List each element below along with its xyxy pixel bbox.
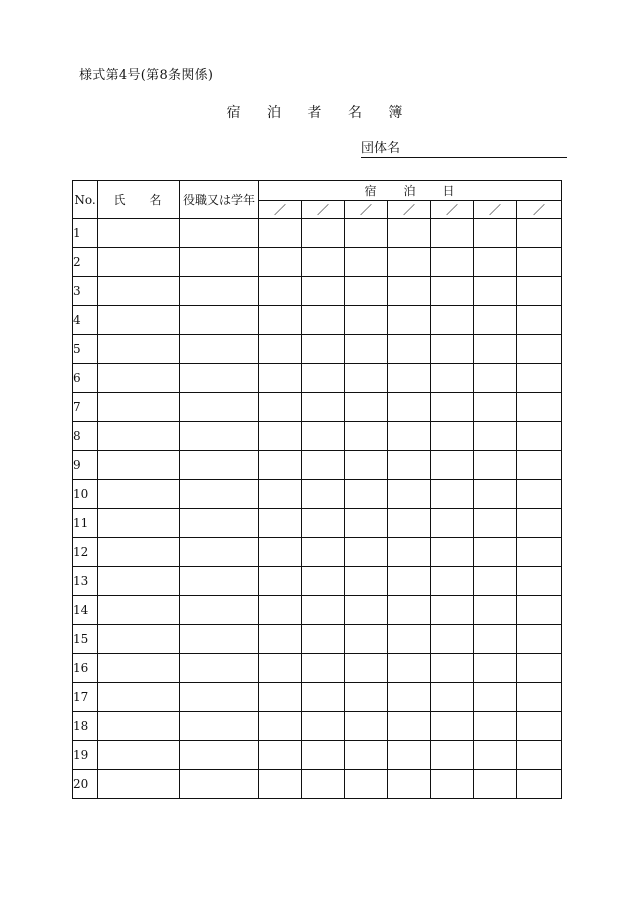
table-row xyxy=(73,712,562,741)
stay-cell-7[interactable] xyxy=(517,596,562,625)
row-number: 5 xyxy=(73,335,98,364)
stay-cell-5[interactable] xyxy=(431,712,474,741)
role-cell[interactable] xyxy=(180,596,259,625)
stay-cell-6[interactable] xyxy=(474,538,517,567)
stay-cell-5[interactable] xyxy=(431,364,474,393)
stay-cell-4[interactable] xyxy=(388,596,431,625)
table-row xyxy=(73,509,562,538)
stay-cell-4[interactable] xyxy=(388,306,431,335)
stay-cell-2[interactable] xyxy=(302,480,345,509)
stay-cell-3[interactable] xyxy=(345,422,388,451)
stay-cell-4[interactable] xyxy=(388,335,431,364)
stay-cell-4[interactable] xyxy=(388,538,431,567)
stay-cell-6[interactable] xyxy=(474,654,517,683)
role-cell[interactable] xyxy=(180,567,259,596)
row-number: 12 xyxy=(73,538,98,567)
row-number: 14 xyxy=(73,596,98,625)
row-number: 16 xyxy=(73,654,98,683)
stay-cell-7[interactable] xyxy=(517,422,562,451)
stay-cell-1[interactable] xyxy=(259,538,302,567)
stay-cell-2[interactable] xyxy=(302,567,345,596)
stay-cell-3[interactable] xyxy=(345,219,388,248)
header-name-surname: 氏 xyxy=(113,193,128,207)
role-cell[interactable] xyxy=(180,538,259,567)
row-number: 9 xyxy=(73,451,98,480)
table-row xyxy=(73,219,562,248)
stay-cell-3[interactable] xyxy=(345,509,388,538)
role-cell[interactable] xyxy=(180,277,259,306)
stay-cell-6[interactable] xyxy=(474,335,517,364)
stay-cell-1[interactable] xyxy=(259,219,302,248)
stay-cell-7[interactable] xyxy=(517,306,562,335)
role-cell[interactable] xyxy=(180,625,259,654)
stay-cell-5[interactable] xyxy=(431,683,474,712)
role-cell[interactable] xyxy=(180,335,259,364)
role-cell[interactable] xyxy=(180,306,259,335)
stay-cell-7[interactable] xyxy=(517,451,562,480)
stay-cell-7[interactable] xyxy=(517,712,562,741)
role-cell[interactable] xyxy=(180,422,259,451)
name-cell[interactable] xyxy=(98,248,180,277)
document-title: 宿 泊 者 名 簿 xyxy=(226,105,414,121)
stay-cell-7[interactable] xyxy=(517,770,562,799)
stay-cell-4[interactable] xyxy=(388,741,431,770)
stay-cell-7[interactable] xyxy=(517,625,562,654)
stay-cell-3[interactable] xyxy=(345,538,388,567)
stay-cell-1[interactable] xyxy=(259,683,302,712)
stay-cell-7[interactable] xyxy=(517,393,562,422)
stay-cell-3[interactable] xyxy=(345,567,388,596)
stay-cell-2[interactable] xyxy=(302,538,345,567)
stay-cell-6[interactable] xyxy=(474,625,517,654)
stay-cell-1[interactable] xyxy=(259,364,302,393)
stay-cell-7[interactable] xyxy=(517,683,562,712)
stay-cell-1[interactable] xyxy=(259,480,302,509)
table-row xyxy=(73,625,562,654)
stay-cell-4[interactable] xyxy=(388,422,431,451)
date-cell-7[interactable]: ／ xyxy=(517,201,562,219)
row-number: 13 xyxy=(73,567,98,596)
name-cell[interactable] xyxy=(98,219,180,248)
stay-cell-5[interactable] xyxy=(431,741,474,770)
stay-cell-6[interactable] xyxy=(474,219,517,248)
stay-cell-4[interactable] xyxy=(388,509,431,538)
stay-cell-2[interactable] xyxy=(302,219,345,248)
stay-cell-5[interactable] xyxy=(431,480,474,509)
stay-cell-3[interactable] xyxy=(345,741,388,770)
stay-cell-2[interactable] xyxy=(302,364,345,393)
stay-cell-2[interactable] xyxy=(302,741,345,770)
stay-cell-3[interactable] xyxy=(345,480,388,509)
stay-cell-5[interactable] xyxy=(431,451,474,480)
stay-cell-2[interactable] xyxy=(302,596,345,625)
row-number: 20 xyxy=(73,770,98,799)
stay-cell-6[interactable] xyxy=(474,248,517,277)
group-name-label: 団体名 xyxy=(361,141,401,156)
stay-cell-7[interactable] xyxy=(517,509,562,538)
role-cell[interactable] xyxy=(180,393,259,422)
stay-cell-6[interactable] xyxy=(474,567,517,596)
header-no: No. xyxy=(73,181,98,219)
role-cell[interactable] xyxy=(180,712,259,741)
table-row xyxy=(73,538,562,567)
row-number: 19 xyxy=(73,741,98,770)
stay-cell-2[interactable] xyxy=(302,306,345,335)
stay-cell-3[interactable] xyxy=(345,770,388,799)
stay-cell-4[interactable] xyxy=(388,712,431,741)
stay-cell-3[interactable] xyxy=(345,712,388,741)
row-number: 6 xyxy=(73,364,98,393)
name-cell[interactable] xyxy=(98,654,180,683)
stay-cell-5[interactable] xyxy=(431,770,474,799)
stay-cell-1[interactable] xyxy=(259,625,302,654)
stay-cell-3[interactable] xyxy=(345,596,388,625)
row-number: 2 xyxy=(73,248,98,277)
name-cell[interactable] xyxy=(98,480,180,509)
name-cell[interactable] xyxy=(98,306,180,335)
stay-cell-4[interactable] xyxy=(388,770,431,799)
row-number: 1 xyxy=(73,219,98,248)
stay-cell-7[interactable] xyxy=(517,654,562,683)
row-number: 18 xyxy=(73,712,98,741)
header-name-given: 名 xyxy=(149,193,164,207)
stay-cell-7[interactable] xyxy=(517,480,562,509)
header-role: 役職又は学年 xyxy=(180,181,259,219)
name-cell[interactable] xyxy=(98,277,180,306)
name-cell[interactable] xyxy=(98,364,180,393)
role-cell[interactable] xyxy=(180,364,259,393)
row-number: 10 xyxy=(73,480,98,509)
stay-cell-1[interactable] xyxy=(259,509,302,538)
stay-cell-2[interactable] xyxy=(302,277,345,306)
row-number: 15 xyxy=(73,625,98,654)
stay-cell-6[interactable] xyxy=(474,480,517,509)
name-cell[interactable] xyxy=(98,596,180,625)
group-name-field[interactable] xyxy=(361,142,567,158)
stay-cell-6[interactable] xyxy=(474,306,517,335)
stay-cell-4[interactable] xyxy=(388,248,431,277)
stay-cell-3[interactable] xyxy=(345,654,388,683)
name-cell[interactable] xyxy=(98,451,180,480)
stay-cell-4[interactable] xyxy=(388,625,431,654)
stay-cell-5[interactable] xyxy=(431,306,474,335)
name-cell[interactable] xyxy=(98,770,180,799)
row-number: 7 xyxy=(73,393,98,422)
header-stay-2: 泊 xyxy=(403,184,417,198)
name-cell[interactable] xyxy=(98,335,180,364)
role-cell[interactable] xyxy=(180,219,259,248)
stay-cell-2[interactable] xyxy=(302,509,345,538)
stay-cell-1[interactable] xyxy=(259,393,302,422)
stay-cell-6[interactable] xyxy=(474,364,517,393)
table-row xyxy=(73,770,562,799)
stay-cell-4[interactable] xyxy=(388,219,431,248)
role-cell[interactable] xyxy=(180,683,259,712)
name-cell[interactable] xyxy=(98,683,180,712)
stay-cell-6[interactable] xyxy=(474,741,517,770)
table-row xyxy=(73,277,562,306)
stay-cell-5[interactable] xyxy=(431,422,474,451)
stay-cell-4[interactable] xyxy=(388,277,431,306)
name-cell[interactable] xyxy=(98,741,180,770)
stay-cell-4[interactable] xyxy=(388,364,431,393)
stay-cell-5[interactable] xyxy=(431,654,474,683)
stay-cell-3[interactable] xyxy=(345,248,388,277)
stay-cell-1[interactable] xyxy=(259,306,302,335)
name-cell[interactable] xyxy=(98,567,180,596)
table-row xyxy=(73,654,562,683)
stay-cell-1[interactable] xyxy=(259,712,302,741)
row-number: 3 xyxy=(73,277,98,306)
stay-cell-6[interactable] xyxy=(474,422,517,451)
stay-cell-2[interactable] xyxy=(302,335,345,364)
stay-cell-4[interactable] xyxy=(388,567,431,596)
stay-cell-7[interactable] xyxy=(517,335,562,364)
table-row xyxy=(73,422,562,451)
stay-cell-3[interactable] xyxy=(345,335,388,364)
name-cell[interactable] xyxy=(98,509,180,538)
table-row xyxy=(73,306,562,335)
stay-cell-7[interactable] xyxy=(517,248,562,277)
stay-cell-1[interactable] xyxy=(259,248,302,277)
stay-cell-2[interactable] xyxy=(302,451,345,480)
stay-cell-2[interactable] xyxy=(302,712,345,741)
date-cell-3[interactable]: ／ xyxy=(345,201,388,219)
lodger-roster-table xyxy=(72,180,562,799)
stay-cell-1[interactable] xyxy=(259,654,302,683)
date-cell-6[interactable]: ／ xyxy=(474,201,517,219)
table-row xyxy=(73,480,562,509)
header-stay-1: 宿 xyxy=(364,184,378,198)
stay-cell-3[interactable] xyxy=(345,683,388,712)
role-cell[interactable] xyxy=(180,480,259,509)
table-row xyxy=(73,248,562,277)
stay-cell-2[interactable] xyxy=(302,625,345,654)
stay-cell-1[interactable] xyxy=(259,335,302,364)
stay-cell-1[interactable] xyxy=(259,422,302,451)
date-cell-1[interactable]: ／ xyxy=(259,201,302,219)
role-cell[interactable] xyxy=(180,654,259,683)
stay-cell-1[interactable] xyxy=(259,277,302,306)
stay-cell-6[interactable] xyxy=(474,509,517,538)
stay-cell-2[interactable] xyxy=(302,248,345,277)
stay-cell-5[interactable] xyxy=(431,538,474,567)
stay-cell-7[interactable] xyxy=(517,567,562,596)
header-name xyxy=(98,181,180,219)
table-row xyxy=(73,335,562,364)
stay-cell-3[interactable] xyxy=(345,277,388,306)
stay-cell-5[interactable] xyxy=(431,625,474,654)
stay-cell-6[interactable] xyxy=(474,770,517,799)
stay-cell-5[interactable] xyxy=(431,393,474,422)
stay-cell-5[interactable] xyxy=(431,277,474,306)
header-stay-date xyxy=(259,181,562,201)
stay-cell-1[interactable] xyxy=(259,741,302,770)
stay-cell-7[interactable] xyxy=(517,364,562,393)
stay-cell-2[interactable] xyxy=(302,654,345,683)
row-number: 17 xyxy=(73,683,98,712)
stay-cell-7[interactable] xyxy=(517,219,562,248)
stay-cell-7[interactable] xyxy=(517,277,562,306)
table-row xyxy=(73,451,562,480)
table-row xyxy=(73,683,562,712)
name-cell[interactable] xyxy=(98,712,180,741)
row-number: 11 xyxy=(73,509,98,538)
stay-cell-5[interactable] xyxy=(431,596,474,625)
role-cell[interactable] xyxy=(180,451,259,480)
row-number: 8 xyxy=(73,422,98,451)
stay-cell-6[interactable] xyxy=(474,683,517,712)
stay-cell-1[interactable] xyxy=(259,451,302,480)
date-cell-4[interactable]: ／ xyxy=(388,201,431,219)
stay-cell-6[interactable] xyxy=(474,277,517,306)
row-number: 4 xyxy=(73,306,98,335)
date-cell-5[interactable]: ／ xyxy=(431,201,474,219)
stay-cell-4[interactable] xyxy=(388,683,431,712)
stay-cell-3[interactable] xyxy=(345,364,388,393)
stay-cell-3[interactable] xyxy=(345,451,388,480)
table-row xyxy=(73,364,562,393)
name-cell[interactable] xyxy=(98,393,180,422)
stay-cell-2[interactable] xyxy=(302,683,345,712)
stay-cell-2[interactable] xyxy=(302,770,345,799)
stay-cell-5[interactable] xyxy=(431,335,474,364)
stay-cell-2[interactable] xyxy=(302,393,345,422)
table-row xyxy=(73,741,562,770)
stay-cell-5[interactable] xyxy=(431,219,474,248)
name-cell[interactable] xyxy=(98,538,180,567)
stay-cell-7[interactable] xyxy=(517,538,562,567)
name-cell[interactable] xyxy=(98,422,180,451)
name-cell[interactable] xyxy=(98,625,180,654)
stay-cell-7[interactable] xyxy=(517,741,562,770)
role-cell[interactable] xyxy=(180,741,259,770)
date-cell-2[interactable]: ／ xyxy=(302,201,345,219)
table-row xyxy=(73,393,562,422)
stay-cell-3[interactable] xyxy=(345,306,388,335)
role-cell[interactable] xyxy=(180,770,259,799)
stay-cell-6[interactable] xyxy=(474,712,517,741)
stay-cell-4[interactable] xyxy=(388,393,431,422)
roster-body xyxy=(73,219,562,799)
stay-cell-5[interactable] xyxy=(431,248,474,277)
role-cell[interactable] xyxy=(180,248,259,277)
role-cell[interactable] xyxy=(180,509,259,538)
stay-cell-2[interactable] xyxy=(302,422,345,451)
stay-cell-6[interactable] xyxy=(474,451,517,480)
table-row xyxy=(73,567,562,596)
stay-cell-5[interactable] xyxy=(431,509,474,538)
stay-cell-6[interactable] xyxy=(474,393,517,422)
stay-cell-4[interactable] xyxy=(388,451,431,480)
form-number: 様式第4号(第8条関係) xyxy=(79,68,214,83)
stay-cell-1[interactable] xyxy=(259,770,302,799)
stay-cell-3[interactable] xyxy=(345,393,388,422)
stay-cell-4[interactable] xyxy=(388,480,431,509)
stay-cell-1[interactable] xyxy=(259,596,302,625)
stay-cell-1[interactable] xyxy=(259,567,302,596)
table-row xyxy=(73,596,562,625)
header-stay-3: 日 xyxy=(442,184,456,198)
stay-cell-4[interactable] xyxy=(388,654,431,683)
stay-cell-3[interactable] xyxy=(345,625,388,654)
stay-cell-6[interactable] xyxy=(474,596,517,625)
stay-cell-5[interactable] xyxy=(431,567,474,596)
